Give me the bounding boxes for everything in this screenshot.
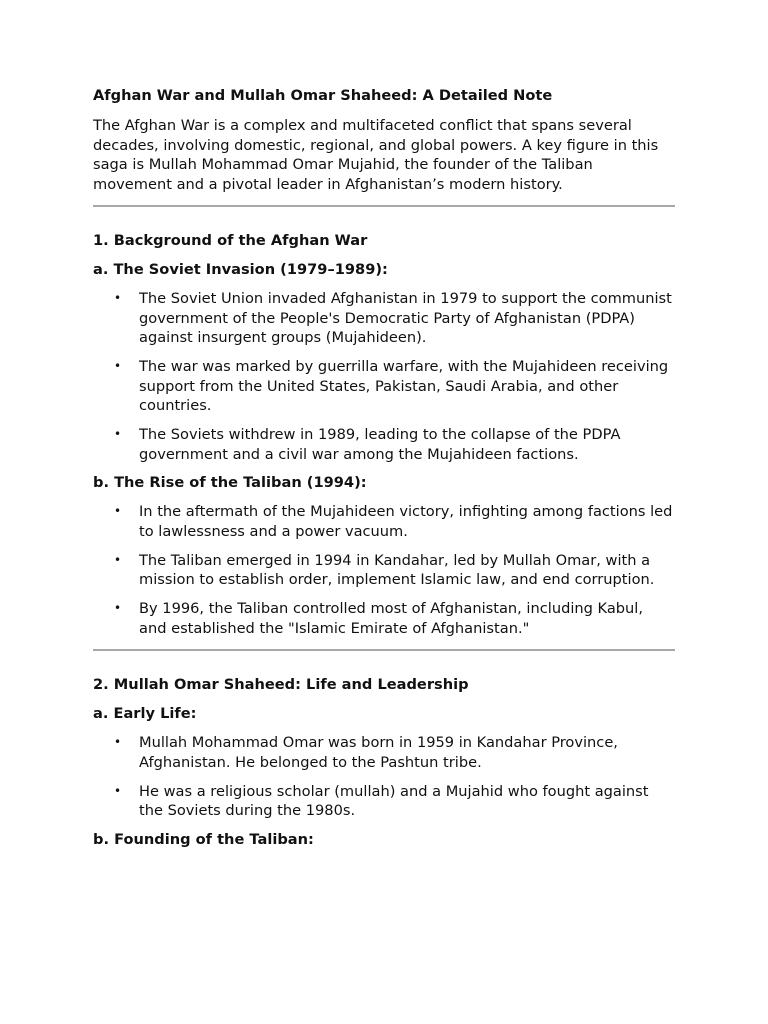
subheading-rise-of-taliban: b. The Rise of the Taliban (1994): bbox=[93, 474, 367, 491]
list-item bbox=[93, 289, 675, 348]
bullet-icon: • bbox=[114, 427, 122, 441]
list-item-text: The Taliban emerged in 1994 in Kandahar, led by Mullah Omar, with a mission to establish order, implement Islamic law, and end corruption. bbox=[139, 551, 655, 588]
subheading-founding-of-taliban: b. Founding of the Taliban: bbox=[93, 830, 314, 848]
bullet-icon: • bbox=[114, 783, 122, 798]
list-item bbox=[93, 357, 675, 416]
list-item bbox=[93, 733, 675, 772]
list-item-text: The Soviets withdrew in 1989, leading to the collapse of the PDPA government and a civil war among the Mujahideen factions. bbox=[139, 426, 621, 463]
bullet-icon: • bbox=[114, 735, 122, 749]
list-item-text: Mullah Mohammad Omar was born in 1959 in Kandahar Province, Afghanistan. He belonged to the Pashtun tribe. bbox=[139, 734, 618, 771]
list-item-text: The Soviet Union invaded Afghanistan in 1979 to support the communist government of the People's Democratic Party of Afghanistan (PDPA) against insurgent groups (Mujahideen). bbox=[139, 290, 672, 346]
list-item-text: By 1996, the Taliban controlled most of Afghanistan, including Kabul, and established the "Islamic Emirate of Afghanistan." bbox=[139, 600, 643, 637]
list-item bbox=[93, 425, 675, 464]
intro-paragraph: The Afghan War is a complex and multifaceted conflict that spans several decades, involving domestic, regional, and global powers. A key figure in this saga is Mullah Mohammad Omar Mujahid, the founder of the Taliban movement and a pivotal leader in Afghanistan’s modern history. bbox=[93, 117, 659, 193]
bullet-list-rise-of-taliban bbox=[93, 502, 675, 638]
section-heading-mullah-omar: 2. Mullah Omar Shaheed: Life and Leadership bbox=[93, 676, 469, 693]
bullet-icon: • bbox=[114, 601, 122, 615]
document-page bbox=[93, 86, 675, 850]
subheading-early-life: a. Early Life: bbox=[93, 705, 197, 722]
bullet-icon: • bbox=[114, 359, 122, 373]
bullet-list-soviet-invasion bbox=[93, 289, 675, 464]
document-title: Afghan War and Mullah Omar Shaheed: A Detailed Note bbox=[93, 87, 553, 104]
bullet-list-early-life bbox=[93, 733, 675, 821]
list-item bbox=[93, 782, 675, 821]
list-item-text: In the aftermath of the Mujahideen victory, infighting among factions led to lawlessness and a power vacuum. bbox=[139, 503, 673, 540]
subheading-soviet-invasion: a. The Soviet Invasion (1979–1989): bbox=[93, 261, 388, 278]
section-divider bbox=[93, 649, 675, 651]
section-divider bbox=[93, 205, 675, 207]
bullet-icon: • bbox=[114, 552, 122, 567]
list-item bbox=[93, 502, 675, 541]
bullet-icon: • bbox=[114, 504, 122, 518]
list-item bbox=[93, 551, 675, 590]
bullet-icon: • bbox=[114, 291, 122, 305]
section-heading-background: 1. Background of the Afghan War bbox=[93, 232, 368, 249]
list-item bbox=[93, 599, 675, 638]
list-item-text: He was a religious scholar (mullah) and a Mujahid who fought against the Soviets during the 1980s. bbox=[139, 782, 649, 819]
list-item-text: The war was marked by guerrilla warfare, with the Mujahideen receiving support from the United States, Pakistan, Saudi Arabia, and other countries. bbox=[139, 358, 669, 414]
